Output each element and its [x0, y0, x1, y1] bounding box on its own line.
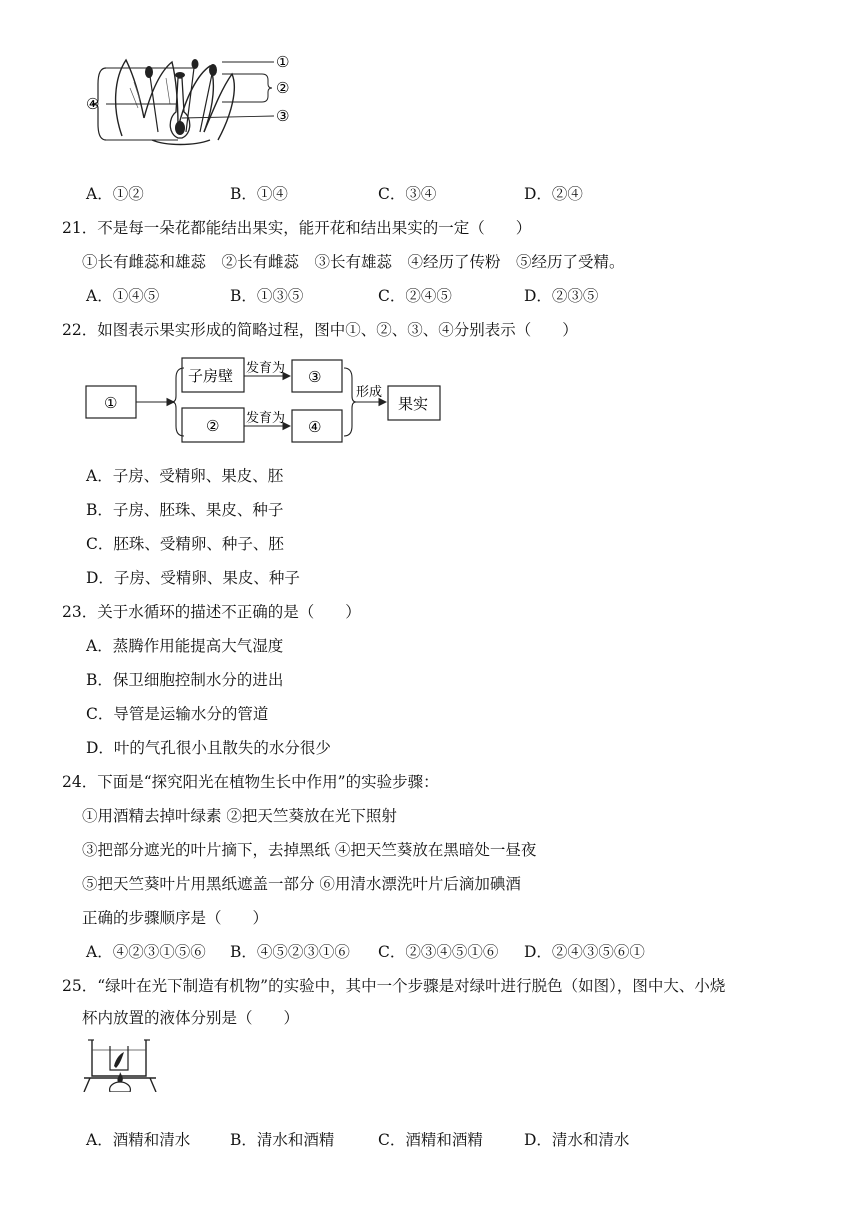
q24-option-a[interactable]: A．④②③①⑤⑥: [86, 943, 206, 961]
q21-items: ①长有雌蕊和雄蕊 ②长有雌蕊 ③长有雄蕊 ④经历了传粉 ⑤经历了受精。: [82, 253, 625, 271]
q25-stem-line-1: 25．“绿叶在光下制造有机物”的实验中，其中一个步骤是对绿叶进行脱色（如图），图中大、小烧: [62, 977, 726, 995]
box-2-label: ②: [206, 417, 220, 435]
q25-option-b[interactable]: B．清水和酒精: [230, 1131, 335, 1149]
q25-option-a[interactable]: A．酒精和清水: [86, 1131, 191, 1149]
q21-stem: 21．不是每一朵花都能结出果实，能开花和结出果实的一定（ ）: [62, 219, 532, 237]
fruit-label: 果实: [398, 395, 429, 413]
fruit-formation-diagram: [84, 356, 444, 446]
q25-option-d[interactable]: D．清水和清水: [524, 1131, 630, 1149]
q23-option-b[interactable]: B．保卫细胞控制水分的进出: [86, 671, 284, 689]
q21-option-c[interactable]: C．②④⑤: [378, 287, 452, 305]
q23-option-a[interactable]: A．蒸腾作用能提高大气湿度: [86, 637, 284, 655]
q25-stem-line-2: 杯内放置的液体分别是（ ）: [82, 1009, 300, 1027]
q24-step-line-2: ③把部分遮光的叶片摘下，去掉黑纸 ④把天竺葵放在黑暗处一昼夜: [82, 841, 537, 859]
q22-option-d[interactable]: D．子房、受精卵、果皮、种子: [86, 569, 300, 587]
q24-step-line-1: ①用酒精去掉叶绿素 ②把天竺葵放在光下照射: [82, 807, 397, 825]
q20-option-c[interactable]: C．③④: [378, 185, 437, 203]
q21-option-d[interactable]: D．②③⑤: [524, 287, 599, 305]
q24-option-d[interactable]: D．②④③⑤⑥①: [524, 943, 645, 961]
flower-diagram: [82, 48, 302, 148]
q21-option-a[interactable]: A．①④⑤: [86, 287, 160, 305]
q24-option-c[interactable]: C．②③④⑤①⑥: [378, 943, 499, 961]
q24-question: 正确的步骤顺序是（ ）: [82, 909, 269, 927]
label-4: ④: [86, 95, 100, 113]
q23-stem: 23．关于水循环的描述不正确的是（ ）: [62, 603, 361, 621]
beaker-diagram: [80, 1036, 160, 1092]
develop-label-2: 发育为: [246, 411, 286, 426]
q22-option-a[interactable]: A．子房、受精卵、果皮、胚: [86, 467, 284, 485]
q20-option-a[interactable]: A．①②: [86, 185, 144, 203]
label-1: ①: [276, 53, 290, 71]
fruit-formation-svg: [84, 356, 444, 446]
flower-structure-figure: [82, 48, 302, 148]
box-1-label: ①: [104, 394, 118, 412]
q21-option-b[interactable]: B．①③⑤: [230, 287, 304, 305]
label-2: ②: [276, 79, 290, 97]
q22-option-c[interactable]: C．胚珠、受精卵、种子、胚: [86, 535, 284, 553]
decolorize-apparatus-figure: [80, 1036, 160, 1092]
q22-option-b[interactable]: B．子房、胚珠、果皮、种子: [86, 501, 284, 519]
box-4-label: ④: [308, 418, 322, 436]
box-3-label: ③: [308, 368, 322, 386]
develop-label-1: 发育为: [246, 361, 286, 376]
form-label: 形成: [356, 385, 383, 400]
label-3: ③: [276, 107, 290, 125]
q20-option-b[interactable]: B．①④: [230, 185, 288, 203]
q24-step-line-3: ⑤把天竺葵叶片用黑纸遮盖一部分 ⑥用清水漂洗叶片后滴加碘酒: [82, 875, 521, 893]
q24-option-b[interactable]: B．④⑤②③①⑥: [230, 943, 350, 961]
q23-option-c[interactable]: C．导管是运输水分的管道: [86, 705, 269, 723]
q25-option-c[interactable]: C．酒精和酒精: [378, 1131, 483, 1149]
box-ovary-wall-label: 子房壁: [188, 367, 234, 385]
q22-stem: 22．如图表示果实形成的简略过程，图中①、②、③、④分别表示（ ）: [62, 321, 578, 339]
q20-option-d[interactable]: D．②④: [524, 185, 583, 203]
q23-option-d[interactable]: D．叶的气孔很小且散失的水分很少: [86, 739, 331, 757]
q24-stem: 24．下面是“探究阳光在植物生长中作用”的实验步骤：: [62, 773, 439, 791]
